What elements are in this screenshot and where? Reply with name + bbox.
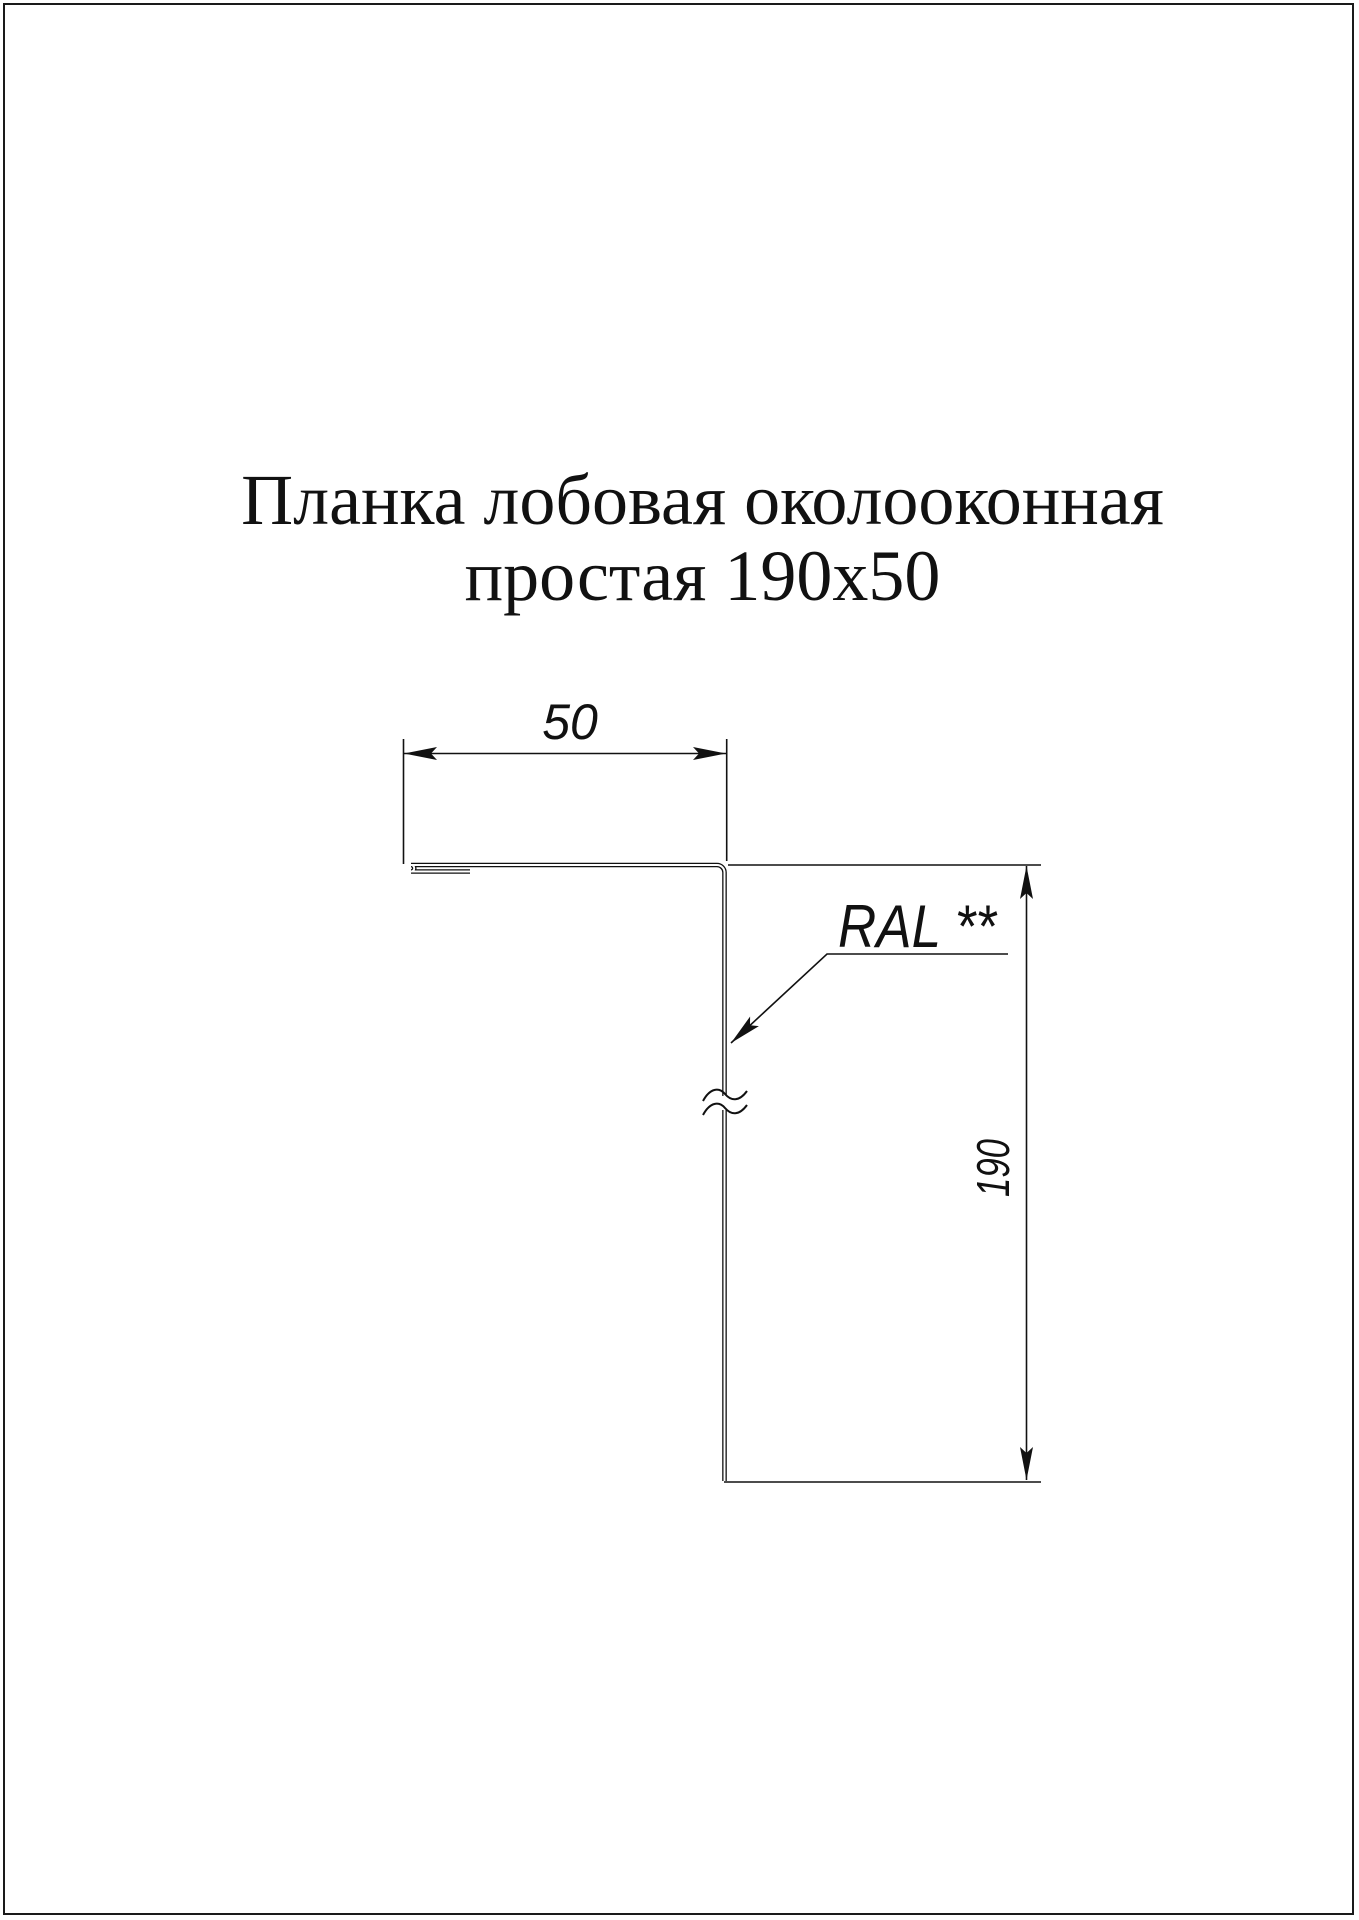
dimension-width — [404, 694, 727, 864]
color-note-label: RAL ** — [838, 893, 998, 960]
profile-sheet — [411, 865, 725, 1481]
leader-line — [731, 954, 1008, 1043]
profile-sheet-outline — [411, 865, 725, 1481]
dimension-height-value: 190 — [967, 1120, 1019, 1197]
drawing-title-line1: Планка лобовая околооконная — [241, 460, 1164, 540]
color-leader — [731, 893, 1008, 1043]
dimension-width-value: 50 — [542, 694, 598, 750]
drawing-title-line2: простая 190x50 — [464, 536, 941, 616]
profile-sheet-core — [411, 865, 725, 1481]
